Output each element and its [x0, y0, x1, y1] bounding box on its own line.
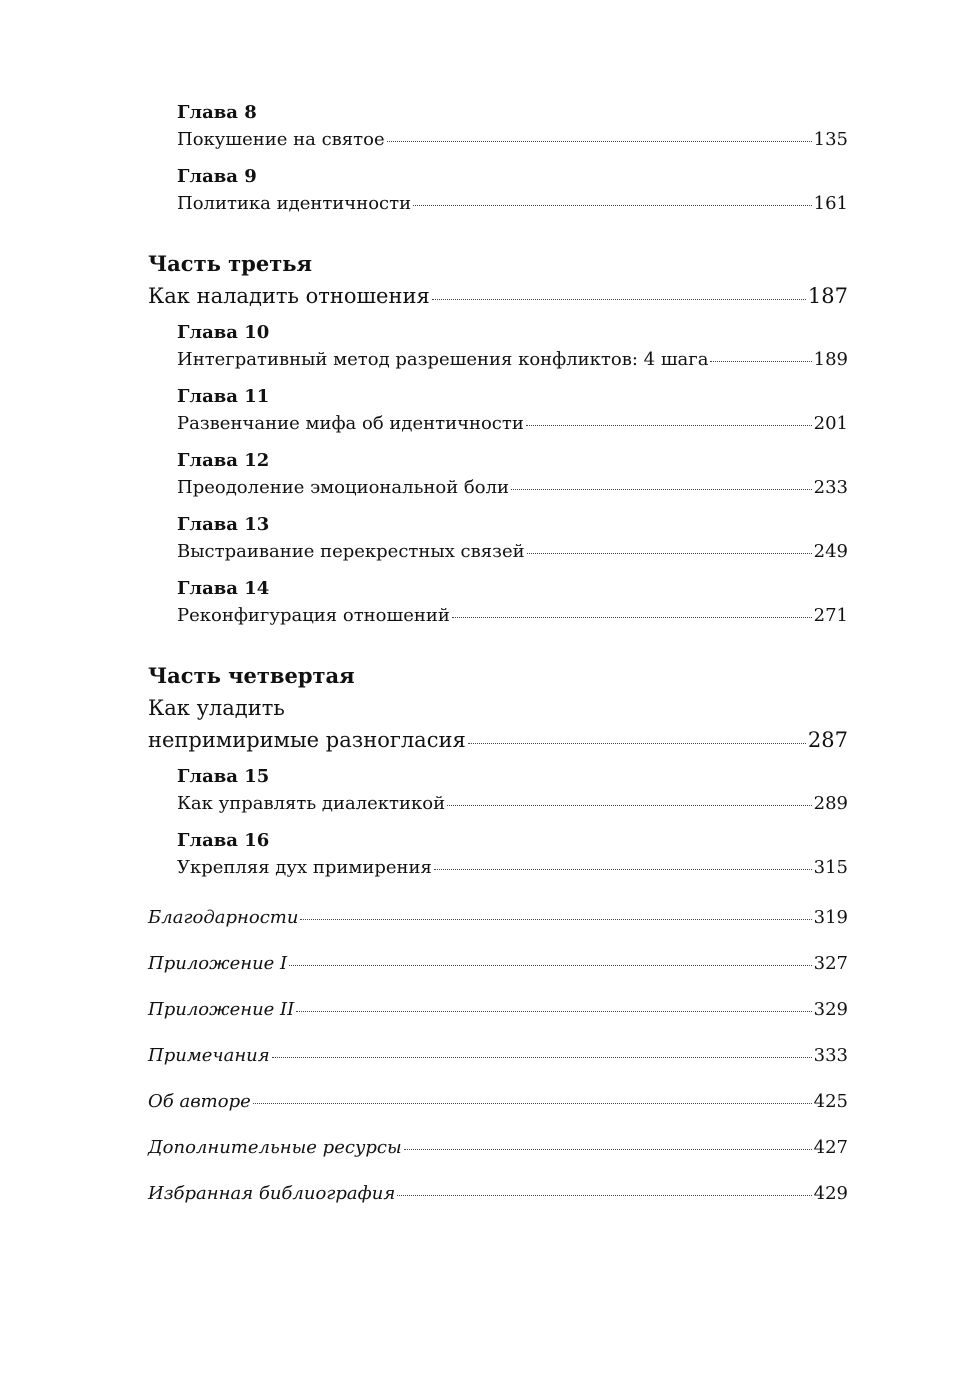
- toc-entry-about-author[interactable]: [148, 1088, 848, 1116]
- toc-entry-additional-resources[interactable]: [148, 1134, 848, 1162]
- chapter-11: [177, 384, 848, 438]
- toc-entry[interactable]: [148, 280, 848, 312]
- chapter-8: [177, 100, 848, 154]
- page-number: 189: [813, 349, 848, 370]
- chapter-label: Глава 8: [177, 102, 257, 123]
- dot-leader: [511, 475, 812, 490]
- chapter-label: Глава 10: [177, 322, 270, 343]
- toc-entry[interactable]: [177, 602, 848, 630]
- chapter-14: [177, 576, 848, 630]
- entry-title: Об авторе: [148, 1091, 251, 1112]
- page-number: 315: [813, 857, 848, 878]
- toc-entry-bibliography[interactable]: [148, 1180, 848, 1208]
- entry-title: Приложение I: [148, 953, 288, 974]
- dot-leader: [452, 603, 812, 618]
- page-number: 271: [813, 605, 848, 626]
- entry-title: Как наладить отношения: [148, 284, 430, 308]
- entry-title: Благодарности: [148, 907, 299, 928]
- page-number: 329: [813, 999, 848, 1020]
- dot-leader: [468, 726, 806, 744]
- part-three: [148, 248, 848, 312]
- table-of-contents: [148, 100, 848, 1208]
- entry-title: Как управлять диалектикой: [177, 793, 446, 814]
- entry-title: Приложение II: [148, 999, 295, 1020]
- dot-leader: [296, 997, 811, 1012]
- page-number: 333: [813, 1045, 848, 1066]
- entry-title: Дополнительные ресурсы: [148, 1137, 402, 1158]
- dot-leader: [300, 905, 811, 920]
- toc-entry[interactable]: [177, 126, 848, 154]
- entry-title: Примечания: [148, 1045, 270, 1066]
- dot-leader: [432, 282, 806, 300]
- page-number: 287: [807, 728, 848, 752]
- page-number: 289: [813, 793, 848, 814]
- entry-title: Преодоление эмоциональной боли: [177, 477, 510, 498]
- toc-entry-appendix-2[interactable]: [148, 996, 848, 1024]
- chapter-label: Глава 15: [177, 766, 270, 787]
- toc-entry[interactable]: [177, 410, 848, 438]
- chapter-label: Глава 14: [177, 578, 270, 599]
- chapter-13: [177, 512, 848, 566]
- toc-entry[interactable]: [177, 854, 848, 882]
- toc-entry[interactable]: [177, 190, 848, 218]
- dot-leader: [447, 791, 812, 806]
- page-number: 327: [813, 953, 848, 974]
- page-number: 427: [813, 1137, 848, 1158]
- entry-title: непримиримые разногласия: [148, 728, 466, 752]
- entry-title: Покушение на святое: [177, 129, 385, 150]
- part-label: Часть третья: [148, 251, 312, 276]
- chapter-label: Глава 12: [177, 450, 270, 471]
- chapter-label: Глава 11: [177, 386, 270, 407]
- page-number: 429: [813, 1183, 848, 1204]
- chapter-label: Глава 9: [177, 166, 257, 187]
- entry-title: Развенчание мифа об идентичности: [177, 413, 524, 434]
- chapter-label: Глава 13: [177, 514, 270, 535]
- chapter-15: [177, 764, 848, 818]
- part-label: Часть четвертая: [148, 663, 355, 688]
- chapter-10: [177, 320, 848, 374]
- chapter-label: Глава 16: [177, 830, 270, 851]
- dot-leader: [527, 539, 812, 554]
- dot-leader: [434, 855, 812, 870]
- part-title-line-1: Как уладить: [148, 696, 285, 720]
- chapter-16: [177, 828, 848, 882]
- dot-leader: [272, 1043, 812, 1058]
- toc-entry[interactable]: [177, 474, 848, 502]
- dot-leader: [404, 1135, 812, 1150]
- entry-title: Реконфигурация отношений: [177, 605, 450, 626]
- page-number: 135: [813, 129, 848, 150]
- dot-leader: [413, 191, 812, 206]
- page-number: 319: [813, 907, 848, 928]
- entry-title: Политика идентичности: [177, 193, 412, 214]
- toc-entry[interactable]: [177, 346, 848, 374]
- toc-entry-appendix-1[interactable]: [148, 950, 848, 978]
- dot-leader: [710, 347, 811, 362]
- toc-entry-notes[interactable]: [148, 1042, 848, 1070]
- part-four: [148, 660, 848, 756]
- toc-entry-acknowledgements[interactable]: [148, 904, 848, 932]
- dot-leader: [289, 951, 811, 966]
- toc-entry[interactable]: [148, 724, 848, 756]
- entry-title: Выстраивание перекрестных связей: [177, 541, 525, 562]
- toc-entry[interactable]: [177, 538, 848, 566]
- page-number: 249: [813, 541, 848, 562]
- page-number: 425: [813, 1091, 848, 1112]
- dot-leader: [387, 127, 812, 142]
- page-number: 161: [813, 193, 848, 214]
- page-number: 201: [813, 413, 848, 434]
- page-number: 233: [813, 477, 848, 498]
- page-number: 187: [807, 284, 848, 308]
- dot-leader: [397, 1181, 811, 1196]
- chapter-12: [177, 448, 848, 502]
- entry-title: Интегративный метод разрешения конфликтов: 4 шага: [177, 349, 709, 370]
- toc-entry[interactable]: [177, 790, 848, 818]
- entry-title: Укрепляя дух примирения: [177, 857, 432, 878]
- dot-leader: [253, 1089, 812, 1104]
- dot-leader: [526, 411, 812, 426]
- chapter-9: [177, 164, 848, 218]
- entry-title: Избранная библиография: [148, 1183, 396, 1204]
